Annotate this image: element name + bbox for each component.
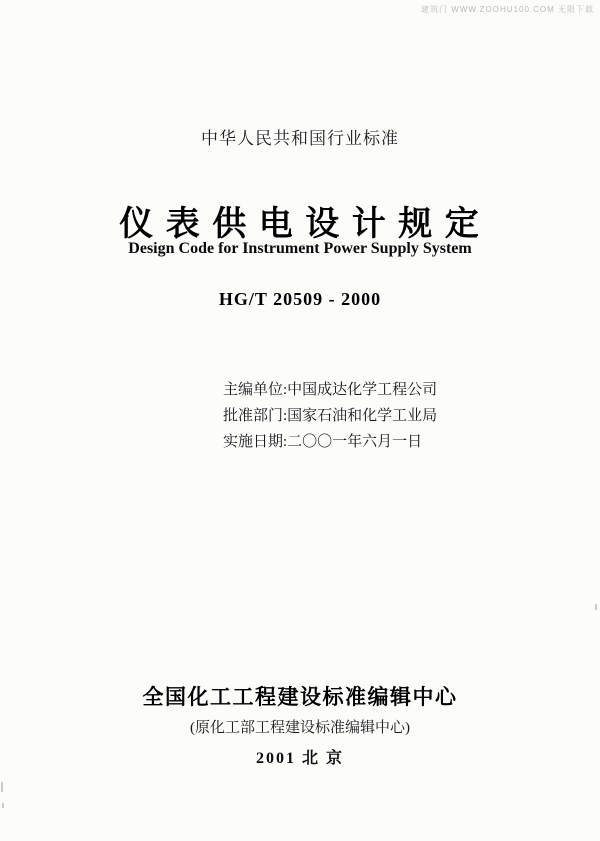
publisher-former-name: (原化工部工程建设标准编辑中心) — [190, 720, 410, 736]
scan-artifact — [1, 782, 3, 792]
document-title-english: Design Code for Instrument Power Supply System — [128, 240, 472, 257]
scan-artifact — [595, 604, 597, 610]
implementation-date-line: 实施日期:二〇〇一年六月一日 — [223, 434, 423, 450]
standard-code: HG/T 20509 - 2000 — [218, 289, 382, 309]
approval-department-line: 批准部门:国家石油和化学工业局 — [223, 408, 438, 424]
publication-year-city: 2001 北 京 — [255, 750, 344, 767]
site-watermark: 建筑门 WWW.ZOOHU100.COM 无限下载 — [421, 5, 594, 14]
document-title-chinese: 仪 表 供 电 设 计 规 定 — [119, 206, 481, 243]
scan-artifact — [302, 244, 305, 247]
scan-artifact — [2, 803, 4, 808]
publication-info-block — [223, 377, 437, 455]
chief-editor-line: 主编单位:中国成达化学工程公司 — [223, 382, 438, 398]
standard-class-heading: 中华人民共和国行业标准 — [201, 129, 399, 148]
publisher-name: 全国化工工程建设标准编辑中心 — [142, 685, 458, 709]
